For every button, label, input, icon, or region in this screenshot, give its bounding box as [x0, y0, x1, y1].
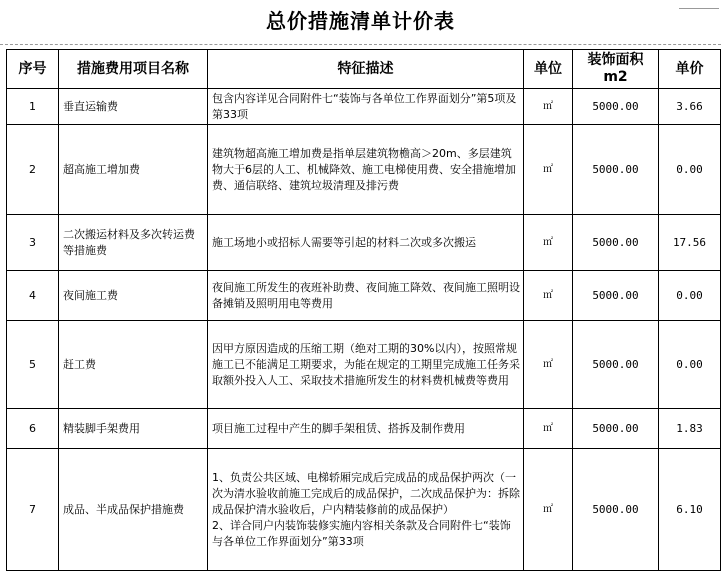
cell-unit[interactable]: ㎡ [524, 409, 573, 449]
cell-no[interactable]: 4 [7, 271, 59, 321]
cell-price[interactable]: 1.83 [659, 409, 721, 449]
header-area-unit: m2 [603, 69, 628, 85]
cell-area[interactable]: 5000.00 [573, 125, 659, 215]
cell-unit[interactable]: ㎡ [524, 271, 573, 321]
cell-name[interactable]: 精装脚手架费用 [59, 409, 208, 449]
table-row[interactable] [7, 89, 721, 125]
cell-price[interactable]: 3.66 [659, 89, 721, 125]
table-header-row [7, 50, 721, 89]
cell-unit[interactable]: ㎡ [524, 449, 573, 571]
cell-area[interactable]: 5000.00 [573, 449, 659, 571]
cell-name[interactable]: 夜间施工费 [59, 271, 208, 321]
sheet-title: 总价措施清单计价表 [266, 9, 455, 33]
table-row[interactable] [7, 321, 721, 409]
cell-price[interactable]: 17.56 [659, 215, 721, 271]
cell-name[interactable]: 赶工费 [59, 321, 208, 409]
table-row[interactable] [7, 125, 721, 215]
cell-unit[interactable]: ㎡ [524, 125, 573, 215]
measures-price-table [6, 49, 721, 571]
cell-price[interactable]: 0.00 [659, 125, 721, 215]
cell-no[interactable]: 1 [7, 89, 59, 125]
header-area-label: 装饰面积 [587, 52, 644, 68]
cell-price[interactable]: 0.00 [659, 271, 721, 321]
cell-no[interactable]: 7 [7, 449, 59, 571]
header-area [573, 50, 659, 89]
cell-name[interactable]: 成品、半成品保护措施费 [59, 449, 208, 571]
cell-unit[interactable]: ㎡ [524, 89, 573, 125]
cell-no[interactable]: 3 [7, 215, 59, 271]
table-row[interactable] [7, 449, 721, 571]
cell-desc[interactable]: 项目施工过程中产生的脚手架租赁、搭拆及制作费用 [208, 409, 524, 449]
header-no: 序号 [7, 50, 59, 89]
cell-desc[interactable]: 1、负责公共区域、电梯轿厢完成后完成品的成品保护两次（一次为清水验收前施工完成后的成品保护，二次成品保护为：拆除成品保护清水验收后，户内精装修前的成品保护） 2、详合同户内装饰装修实施内容相关条款及合同附件七“装饰与各单位工作界面划分”第33项 [208, 449, 524, 571]
cell-no[interactable]: 5 [7, 321, 59, 409]
cell-unit[interactable]: ㎡ [524, 215, 573, 271]
cell-area[interactable]: 5000.00 [573, 215, 659, 271]
cell-desc[interactable]: 施工场地小或招标人需要等引起的材料二次或多次搬运 [208, 215, 524, 271]
cell-area[interactable]: 5000.00 [573, 409, 659, 449]
cell-desc[interactable]: 夜间施工所发生的夜班补助费、夜间施工降效、夜间施工照明设备摊销及照明用电等费用 [208, 271, 524, 321]
cell-no[interactable]: 6 [7, 409, 59, 449]
cell-area[interactable]: 5000.00 [573, 321, 659, 409]
cell-no[interactable]: 2 [7, 125, 59, 215]
header-desc: 特征描述 [208, 50, 524, 89]
cell-desc[interactable]: 建筑物超高施工增加费是指单层建筑物檐高＞20m、多层建筑物大于6层的人工、机械降效、施工电梯使用费、安全措施增加费、通信联络、建筑垃圾清理及排污费 [208, 125, 524, 215]
cell-price[interactable]: 0.00 [659, 321, 721, 409]
header-name: 措施费用项目名称 [59, 50, 208, 89]
header-price: 单价 [659, 50, 721, 89]
cell-area[interactable]: 5000.00 [573, 89, 659, 125]
table-row[interactable] [7, 271, 721, 321]
title-divider [0, 44, 721, 45]
cell-desc[interactable]: 因甲方原因造成的压缩工期（绝对工期的30%以内），按照常规施工已不能满足工期要求，为能在规定的工期里完成施工任务采取额外投入人工、采取技术措施所发生的材料费机械费等费用 [208, 321, 524, 409]
cell-name[interactable]: 超高施工增加费 [59, 125, 208, 215]
cell-name[interactable]: 垂直运输费 [59, 89, 208, 125]
table-row[interactable] [7, 215, 721, 271]
table-row[interactable] [7, 409, 721, 449]
cell-price[interactable]: 6.10 [659, 449, 721, 571]
cell-area[interactable]: 5000.00 [573, 271, 659, 321]
header-unit: 单位 [524, 50, 573, 89]
cell-desc[interactable]: 包含内容详见合同附件七“装饰与各单位工作界面划分”第5项及第33项 [208, 89, 524, 125]
cell-name[interactable]: 二次搬运材料及多次转运费等措施费 [59, 215, 208, 271]
cell-unit[interactable]: ㎡ [524, 321, 573, 409]
